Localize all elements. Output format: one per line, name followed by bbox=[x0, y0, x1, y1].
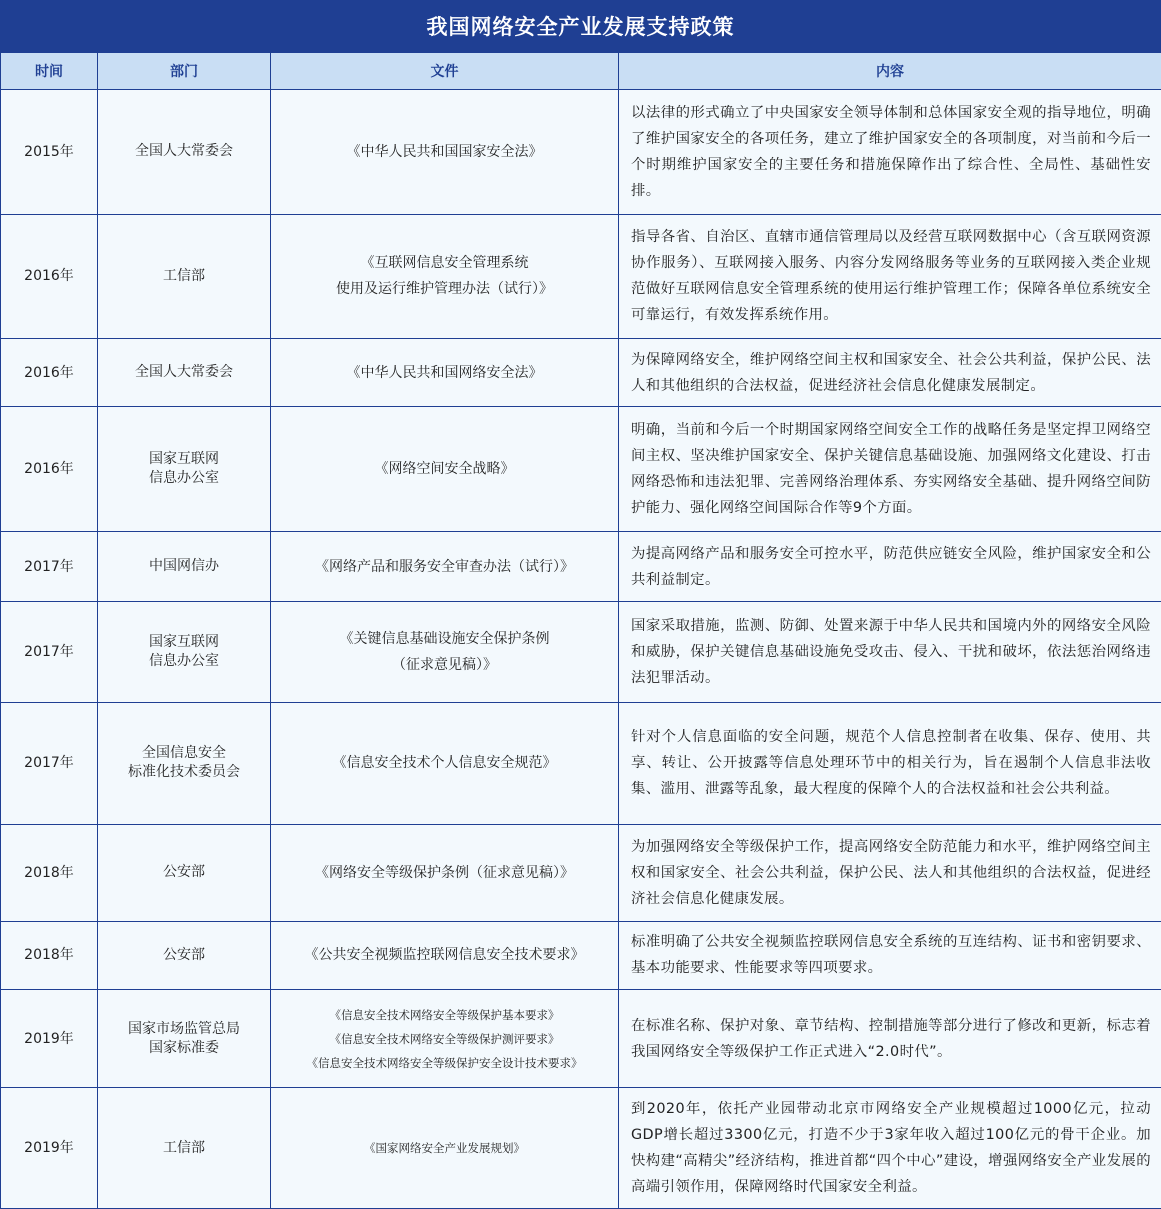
doc-cell bbox=[271, 90, 619, 215]
doc-line: 《网络产品和服务安全审查办法（试行）》 bbox=[315, 558, 574, 575]
doc-line: 《网络空间安全战略》 bbox=[374, 461, 515, 478]
table-row bbox=[1, 214, 1161, 339]
doc-cell bbox=[271, 602, 619, 702]
time-cell: 2019年 bbox=[1, 989, 98, 1087]
dept-cell bbox=[98, 214, 271, 339]
dept-line: 公安部 bbox=[163, 864, 205, 881]
time-cell: 2016年 bbox=[1, 339, 98, 407]
table-row bbox=[1, 1088, 1161, 1209]
dept-line: 工信部 bbox=[163, 1139, 205, 1156]
doc-cell bbox=[271, 1088, 619, 1209]
doc-line: （征求意见稿）》 bbox=[392, 656, 497, 673]
content-cell: 国家采取措施，监测、防御、处置来源于中华人民共和国境内外的网络安全风险和威胁，保护关键信息基础设施免受攻击、侵入、干扰和破坏，依法惩治网络违法犯罪活动。 bbox=[619, 602, 1161, 702]
content-cell: 以法律的形式确立了中央国家安全领导体制和总体国家安全观的指导地位，明确了维护国家安全的各项任务，建立了维护国家安全的各项制度，对当前和今后一个时期维护国家安全的主要任务和措施保障作出了综合性、全局性、基础性安排。 bbox=[619, 90, 1161, 215]
dept-line: 信息办公室 bbox=[149, 470, 219, 487]
table-row bbox=[1, 339, 1161, 407]
header-time: 时间 bbox=[1, 53, 98, 90]
doc-line: 《信息安全技术个人信息安全规范》 bbox=[332, 755, 557, 772]
doc-line: 《网络安全等级保护条例（征求意见稿）》 bbox=[315, 864, 574, 881]
dept-line: 国家市场监管总局 bbox=[128, 1020, 240, 1037]
time-cell: 2018年 bbox=[1, 921, 98, 989]
header-content: 内容 bbox=[619, 53, 1161, 90]
doc-line: 《中华人民共和国网络安全法》 bbox=[346, 364, 543, 381]
time-cell: 2018年 bbox=[1, 825, 98, 921]
time-cell: 2015年 bbox=[1, 90, 98, 215]
content-cell: 为提高网络产品和服务安全可控水平，防范供应链安全风险，维护国家安全和公共利益制定。 bbox=[619, 531, 1161, 601]
dept-line: 全国信息安全 bbox=[142, 745, 226, 762]
time-cell: 2016年 bbox=[1, 214, 98, 339]
dept-line: 信息办公室 bbox=[149, 652, 219, 669]
page-title: 我国网络安全产业发展支持政策 bbox=[0, 0, 1161, 52]
doc-line: 《信息安全技术网络安全等级保护安全设计技术要求》 bbox=[306, 1055, 583, 1070]
header-dept: 部门 bbox=[98, 53, 271, 90]
dept-line: 国家互联网 bbox=[149, 633, 219, 650]
doc-cell bbox=[271, 531, 619, 601]
time-cell: 2016年 bbox=[1, 407, 98, 532]
doc-cell bbox=[271, 989, 619, 1087]
dept-cell bbox=[98, 1088, 271, 1209]
time-cell: 2017年 bbox=[1, 531, 98, 601]
dept-cell bbox=[98, 921, 271, 989]
content-cell: 为加强网络安全等级保护工作，提高网络安全防范能力和水平，维护网络空间主权和国家安全、社会公共利益，保护公民、法人和其他组织的合法权益，促进经济社会信息化健康发展。 bbox=[619, 825, 1161, 921]
doc-line: 《信息安全技术网络安全等级保护基本要求》 bbox=[329, 1007, 560, 1022]
table-row bbox=[1, 989, 1161, 1087]
table-row bbox=[1, 825, 1161, 921]
doc-line: 《关键信息基础设施安全保护条例 bbox=[339, 630, 550, 647]
doc-cell bbox=[271, 214, 619, 339]
doc-line: 《信息安全技术网络安全等级保护测评要求》 bbox=[329, 1031, 560, 1046]
doc-cell bbox=[271, 407, 619, 532]
content-cell: 针对个人信息面临的安全问题，规范个人信息控制者在收集、保存、使用、共享、转让、公开披露等信息处理环节中的相关行为，旨在遏制个人信息非法收集、滥用、泄露等乱象，最大程度的保障个人的合法权益和社会公共利益。 bbox=[619, 702, 1161, 825]
dept-line: 全国人大常委会 bbox=[135, 364, 233, 381]
table-row bbox=[1, 90, 1161, 215]
table-row bbox=[1, 921, 1161, 989]
header-row bbox=[1, 53, 1161, 90]
doc-cell bbox=[271, 921, 619, 989]
dept-line: 国家标准委 bbox=[149, 1039, 219, 1056]
dept-line: 公安部 bbox=[163, 946, 205, 963]
time-cell: 2019年 bbox=[1, 1088, 98, 1209]
dept-cell bbox=[98, 825, 271, 921]
doc-cell bbox=[271, 339, 619, 407]
dept-cell bbox=[98, 339, 271, 407]
doc-line: 《国家网络安全产业发展规划》 bbox=[364, 1141, 525, 1156]
content-cell: 指导各省、自治区、直辖市通信管理局以及经营互联网数据中心（含互联网资源协作服务）、互联网接入服务、内容分发网络服务等业务的互联网接入类企业规范做好互联网信息安全管理系统的使用运行维护管理工作；保障各单位系统安全可靠运行，有效发挥系统作用。 bbox=[619, 214, 1161, 339]
content-cell: 到2020年，依托产业园带动北京市网络安全产业规模超过1000亿元，拉动GDP增长超过3300亿元，打造不少于3家年收入超过100亿元的骨干企业。加快构建“高精尖”经济结构，推进首都“四个中心”建设，增强网络安全产业发展的高端引领作用，保障网络时代国家安全利益。 bbox=[619, 1088, 1161, 1209]
policy-table bbox=[0, 52, 1161, 1209]
dept-line: 全国人大常委会 bbox=[135, 143, 233, 160]
dept-cell bbox=[98, 989, 271, 1087]
dept-line: 标准化技术委员会 bbox=[128, 764, 240, 781]
time-cell: 2017年 bbox=[1, 702, 98, 825]
doc-line: 《公共安全视频监控联网信息安全技术要求》 bbox=[304, 947, 585, 964]
table-row bbox=[1, 702, 1161, 825]
dept-line: 国家互联网 bbox=[149, 451, 219, 468]
dept-cell bbox=[98, 407, 271, 532]
doc-cell bbox=[271, 702, 619, 825]
doc-line: 使用及运行维护管理办法（试行）》 bbox=[336, 281, 553, 298]
doc-line: 《中华人民共和国国家安全法》 bbox=[346, 143, 543, 160]
content-cell: 为保障网络安全，维护网络空间主权和国家安全、社会公共利益，保护公民、法人和其他组织的合法权益，促进经济社会信息化健康发展制定。 bbox=[619, 339, 1161, 407]
dept-line: 工信部 bbox=[163, 267, 205, 284]
dept-cell bbox=[98, 702, 271, 825]
table-row bbox=[1, 407, 1161, 532]
content-cell: 标准明确了公共安全视频监控联网信息安全系统的互连结构、证书和密钥要求、基本功能要求、性能要求等四项要求。 bbox=[619, 921, 1161, 989]
doc-line: 《互联网信息安全管理系统 bbox=[360, 255, 529, 272]
table-row bbox=[1, 531, 1161, 601]
time-cell: 2017年 bbox=[1, 602, 98, 702]
dept-cell bbox=[98, 90, 271, 215]
table-row bbox=[1, 602, 1161, 702]
content-cell: 在标准名称、保护对象、章节结构、控制措施等部分进行了修改和更新，标志着我国网络安全等级保护工作正式进入“2.0时代”。 bbox=[619, 989, 1161, 1087]
doc-cell bbox=[271, 825, 619, 921]
dept-line: 中国网信办 bbox=[149, 558, 219, 575]
dept-cell bbox=[98, 602, 271, 702]
header-doc: 文件 bbox=[271, 53, 619, 90]
dept-cell bbox=[98, 531, 271, 601]
content-cell: 明确，当前和今后一个时期国家网络空间安全工作的战略任务是坚定捍卫网络空间主权、坚决维护国家安全、保护关键信息基础设施、加强网络文化建设、打击网络恐怖和违法犯罪、完善网络治理体系、夯实网络安全基础、提升网络空间防护能力、强化网络空间国际合作等9个方面。 bbox=[619, 407, 1161, 532]
